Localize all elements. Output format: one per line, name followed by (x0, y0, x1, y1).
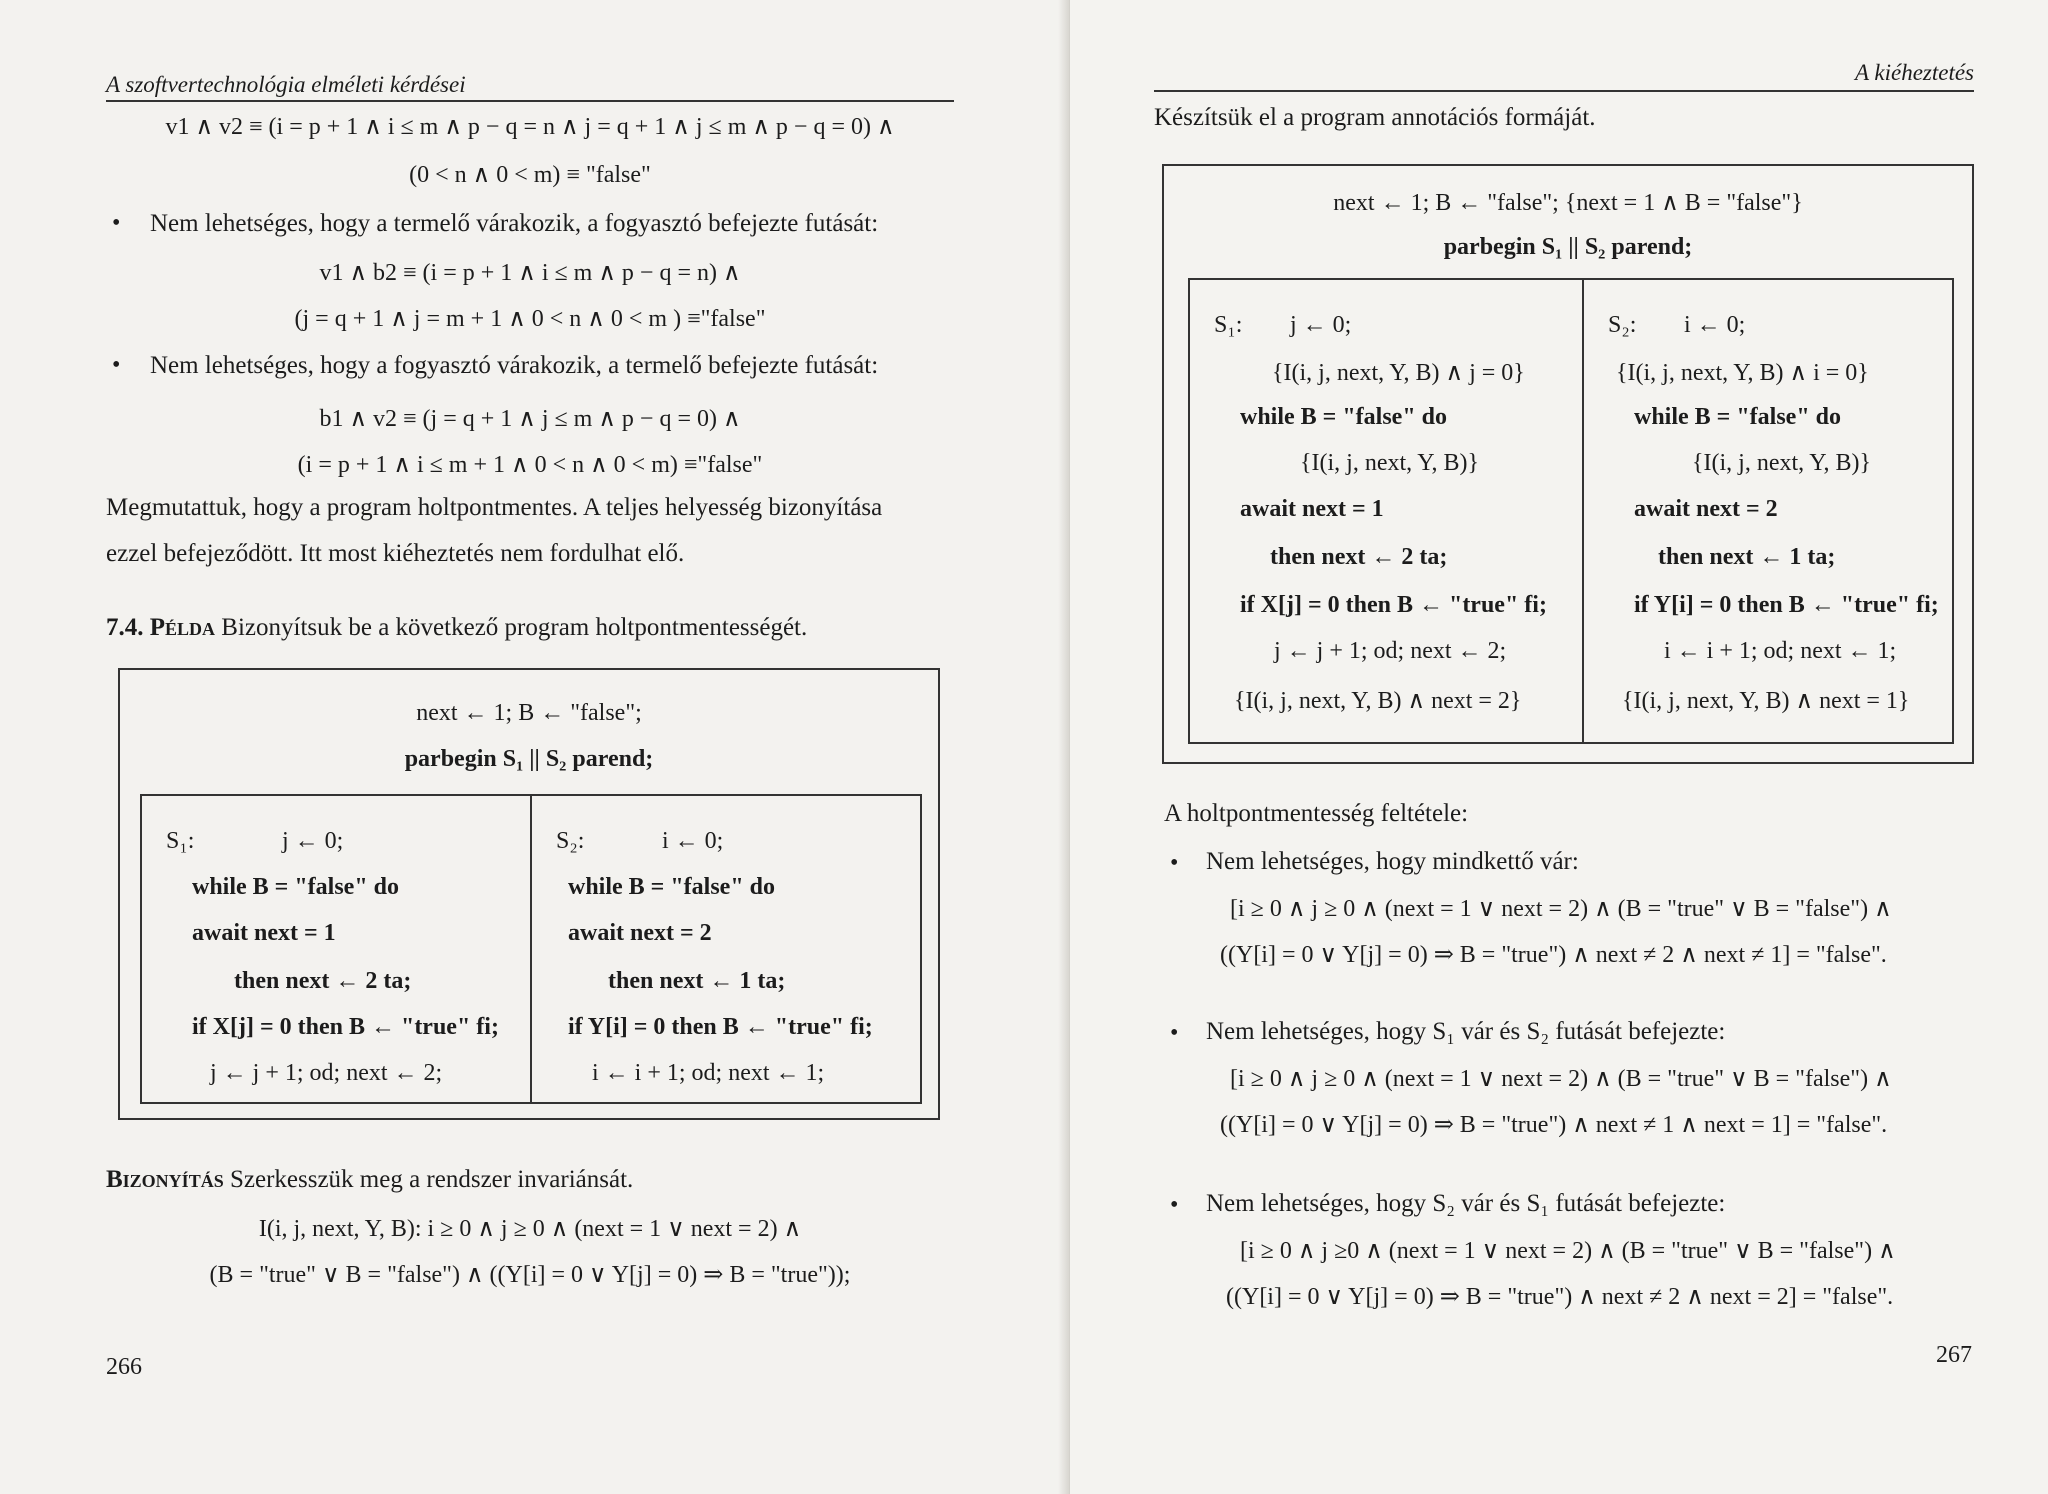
formula-3-line-1: b1 ∧ v2 ≡ (j = q + 1 ∧ j ≤ m ∧ p − q = 0) ∧ (319, 406, 741, 432)
condition-heading: A holtpontmentesség feltétele: (1164, 800, 1469, 827)
s2-line-2: while B = "false" do (568, 874, 775, 900)
bullet-dot: • (112, 210, 121, 236)
annotated-s2-line-5: await next = 2 (1634, 496, 1778, 522)
annotated-s1-line-6: then next ← 2 ta; (1270, 544, 1448, 570)
s1-line-1: j ← 0; (282, 828, 344, 854)
invariant-line-2: (B = "true" ∨ B = "false") ∧ ((Y[i] = 0 ∨ Y[j] = 0) ⇒ B = "true")); (209, 1262, 851, 1288)
example-label: Példa (149, 614, 216, 641)
annotated-s1-line-2: {I(i, j, next, Y, B) ∧ j = 0} (1272, 360, 1525, 386)
s2-line-4: then next ← 1 ta; (608, 968, 786, 994)
header-rule (106, 100, 954, 102)
right-page (1070, 0, 2048, 1494)
right-bullet-text-3: Nem lehetséges, hogy S₂ vár és S₁ futását befejezte: (1206, 1190, 1726, 1217)
program-init: next ← 1; B ← "false"; (416, 700, 642, 726)
formula-2-line-2: (j = q + 1 ∧ j = m + 1 ∧ 0 < n ∧ 0 < m ) ≡"false" (294, 306, 766, 332)
s2-box (530, 794, 922, 1104)
annotated-s2-box (1582, 278, 1954, 744)
annotated-s1-line-4: {I(i, j, next, Y, B)} (1300, 450, 1480, 476)
formula-1-line-2: (0 < n ∧ 0 < m) ≡ "false" (409, 162, 651, 188)
s1-label: S₁: (166, 828, 195, 854)
s1-line-3: await next = 1 (192, 920, 336, 946)
annotated-s1-line-3: while B = "false" do (1240, 404, 1447, 430)
example-number: 7.4. (106, 614, 144, 641)
s1-line-4: then next ← 2 ta; (234, 968, 412, 994)
right-bullet-text-2: Nem lehetséges, hogy S₁ vár és S₂ futását befejezte: (1206, 1018, 1726, 1045)
right-bullet-1-line-1: [i ≥ 0 ∧ j ≥ 0 ∧ (next = 1 ∨ next = 2) ∧ (B = "true" ∨ B = "false") ∧ (1230, 896, 1892, 922)
s2-line-6: i ← i + 1; od; next ← 1; (592, 1060, 825, 1086)
page-number-right: 267 (1936, 1342, 1972, 1368)
annotated-s1-line-8: j ← j + 1; od; next ← 2; (1274, 638, 1507, 664)
annotated-s2-line-9: {I(i, j, next, Y, B) ∧ next = 1} (1622, 688, 1910, 714)
bullet-dot: • (1170, 850, 1179, 876)
formula-1-line-1: v1 ∧ v2 ≡ (i = p + 1 ∧ i ≤ m ∧ p − q = n ∧ j = q + 1 ∧ j ≤ m ∧ p − q = 0) ∧ (165, 114, 895, 140)
invariant-line-1: I(i, j, next, Y, B): i ≥ 0 ∧ j ≥ 0 ∧ (next = 1 ∨ next = 2) ∧ (258, 1216, 802, 1242)
program-box (118, 668, 940, 1120)
right-bullet-3-line-2: ((Y[i] = 0 ∨ Y[j] = 0) ⇒ B = "true") ∧ next ≠ 2 ∧ next = 2] = "false". (1226, 1284, 1894, 1310)
formula-2-line-1: v1 ∧ b2 ≡ (i = p + 1 ∧ i ≤ m ∧ p − q = n) ∧ (319, 260, 741, 286)
bullet-text-2: Nem lehetséges, hogy a fogyasztó várakozik, a termelő befejezte futását: (150, 352, 879, 379)
running-head-left: A szoftvertechnológia elméleti kérdései (106, 72, 466, 97)
header-rule (1154, 90, 1974, 92)
annotated-s2-line-7: if Y[i] = 0 then B ← "true" fi; (1634, 592, 1939, 618)
annotated-s1-label: S₁: (1214, 312, 1243, 338)
s2-line-5: if Y[i] = 0 then B ← "true" fi; (568, 1014, 873, 1040)
intro-text: Készítsük el a program annotációs formáját. (1154, 104, 1596, 131)
running-head-right: A kiéheztetés (1855, 60, 1974, 85)
right-bullet-text-1: Nem lehetséges, hogy mindkettő vár: (1206, 848, 1579, 875)
right-bullet-2-line-2: ((Y[i] = 0 ∨ Y[j] = 0) ⇒ B = "true") ∧ next ≠ 1 ∧ next = 1] = "false". (1220, 1112, 1888, 1138)
example-text: Bizonyítsuk be a következő program holtpontmentességét. (221, 614, 808, 641)
annotated-s1-box (1188, 278, 1584, 744)
annotated-s2-line-3: while B = "false" do (1634, 404, 1841, 430)
bullet-text-1: Nem lehetséges, hogy a termelő várakozik, a fogyasztó befejezte futását: (150, 210, 879, 237)
paragraph-line-2: ezzel befejeződött. Itt most kiéheztetés nem fordulhat elő. (106, 540, 685, 567)
bullet-dot: • (1170, 1192, 1179, 1218)
annotated-s2-line-6: then next ← 1 ta; (1658, 544, 1836, 570)
annotated-s1-line-5: await next = 1 (1240, 496, 1384, 522)
annotated-s1-line-1: j ← 0; (1290, 312, 1352, 338)
page-number-left: 266 (106, 1354, 142, 1380)
s2-label: S₂: (556, 828, 585, 854)
right-bullet-3-line-1: [i ≥ 0 ∧ j ≥0 ∧ (next = 1 ∨ next = 2) ∧ (B = "true" ∨ B = "false") ∧ (1240, 1238, 1896, 1264)
program-parbegin: parbegin S₁ || S₂ parend; (404, 746, 654, 772)
annotated-s2-line-4: {I(i, j, next, Y, B)} (1692, 450, 1872, 476)
example-heading (106, 614, 807, 642)
right-bullet-1-line-2: ((Y[i] = 0 ∨ Y[j] = 0) ⇒ B = "true") ∧ next ≠ 2 ∧ next ≠ 1] = "false". (1220, 942, 1887, 968)
paragraph-line-1: Megmutattuk, hogy a program holtpontmentes. A teljes helyesség bizonyítása (106, 494, 883, 521)
bullet-dot: • (1170, 1020, 1179, 1046)
s1-line-6: j ← j + 1; od; next ← 2; (210, 1060, 443, 1086)
bullet-dot: • (112, 352, 121, 378)
annotated-program-parbegin: parbegin S₁ || S₂ parend; (1443, 234, 1693, 260)
annotated-s1-line-7: if X[j] = 0 then B ← "true" fi; (1240, 592, 1547, 618)
s1-line-5: if X[j] = 0 then B ← "true" fi; (192, 1014, 499, 1040)
s2-line-3: await next = 2 (568, 920, 712, 946)
proof-label: Bizonyítás (106, 1166, 224, 1193)
s1-line-2: while B = "false" do (192, 874, 399, 900)
annotated-program-init: next ← 1; B ← "false"; {next = 1 ∧ B = "false"} (1333, 190, 1803, 216)
annotated-s2-label: S₂: (1608, 312, 1637, 338)
right-bullet-2-line-1: [i ≥ 0 ∧ j ≥ 0 ∧ (next = 1 ∨ next = 2) ∧ (B = "true" ∨ B = "false") ∧ (1230, 1066, 1892, 1092)
proof-heading (106, 1166, 633, 1194)
annotated-s2-line-1: i ← 0; (1684, 312, 1746, 338)
formula-3-line-2: (i = p + 1 ∧ i ≤ m + 1 ∧ 0 < n ∧ 0 < m) ≡"false" (297, 452, 763, 478)
annotated-s2-line-2: {I(i, j, next, Y, B) ∧ i = 0} (1616, 360, 1869, 386)
annotated-s1-line-9: {I(i, j, next, Y, B) ∧ next = 2} (1234, 688, 1522, 714)
annotated-program-box (1162, 164, 1974, 764)
s2-line-1: i ← 0; (662, 828, 724, 854)
annotated-s2-line-8: i ← i + 1; od; next ← 1; (1664, 638, 1897, 664)
proof-text: Szerkesszük meg a rendszer invariánsát. (229, 1166, 634, 1193)
s1-box (140, 794, 532, 1104)
